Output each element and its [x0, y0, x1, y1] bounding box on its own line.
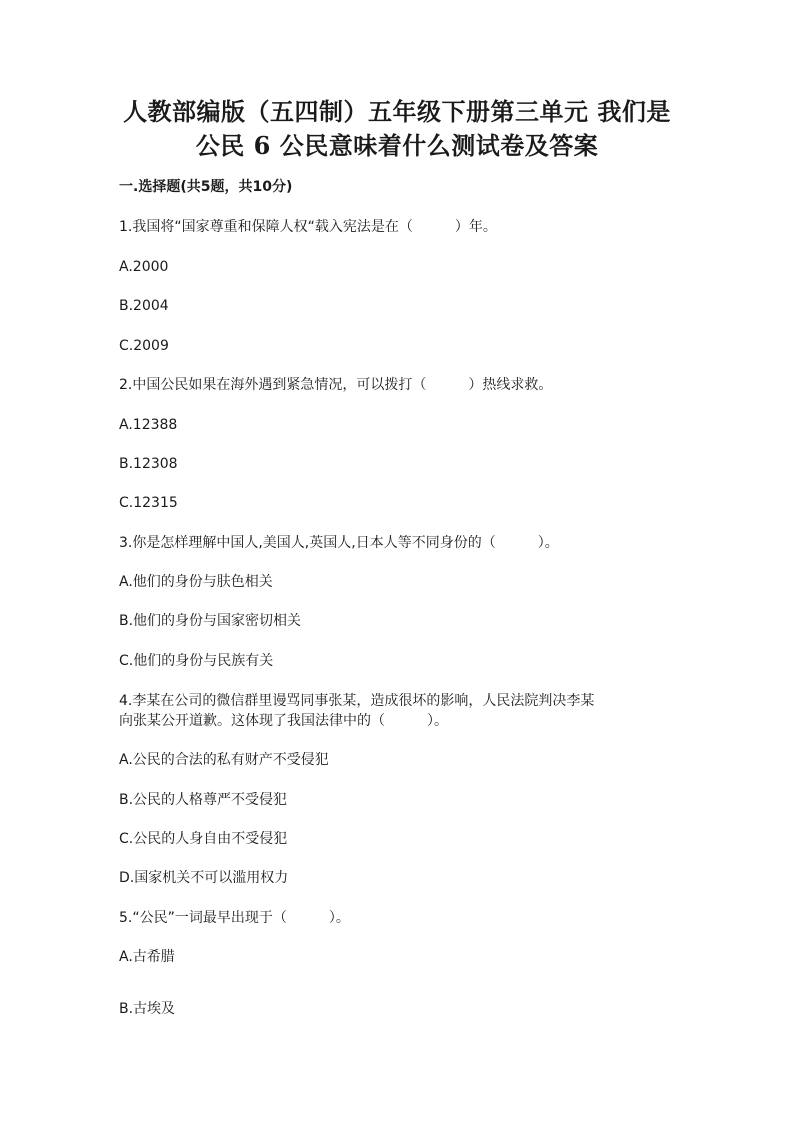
- question-2-option-a: A.12388: [119, 417, 178, 433]
- question-1-option-a: A.2000: [119, 259, 169, 275]
- question-3-option-b: B.他们的身份与国家密切相关: [119, 613, 302, 629]
- question-4-stem-line-1: 4.李某在公司的微信群里谩骂同事张某，造成很坏的影响，人民法院判决李某: [119, 693, 595, 709]
- question-5-stem: 5.“公民”一词最早出现于（ ）。: [119, 910, 350, 926]
- document-title-line-1: 人教部编版（五四制）五年级下册第三单元 我们是: [123, 97, 671, 126]
- question-5-option-b: B.古埃及: [119, 1001, 176, 1017]
- question-4-option-c: C.公民的人身自由不受侵犯: [119, 831, 288, 847]
- question-5-option-a: A.古希腊: [119, 949, 175, 965]
- document-title-line-2: 公民 6 公民意味着什么测试卷及答案: [195, 131, 599, 160]
- question-1-stem: 1.我国将“国家尊重和保障人权“载入宪法是在（ ）年。: [119, 219, 497, 235]
- question-2-option-c: C.12315: [119, 495, 178, 511]
- section-heading: 一.选择题(共5题，共10分): [119, 179, 293, 195]
- question-2-option-b: B.12308: [119, 456, 178, 472]
- question-4-stem-line-2: 向张某公开道歉。这体现了我国法律中的（ ）。: [119, 713, 448, 729]
- question-1-option-b: B.2004: [119, 298, 169, 314]
- question-3-option-a: A.他们的身份与肤色相关: [119, 574, 273, 590]
- question-3-option-c: C.他们的身份与民族有关: [119, 653, 274, 669]
- question-4-option-a: A.公民的合法的私有财产不受侵犯: [119, 752, 329, 768]
- question-1-option-c: C.2009: [119, 338, 169, 354]
- question-4-option-d: D.国家机关不可以滥用权力: [119, 870, 289, 886]
- question-2-stem: 2.中国公民如果在海外遇到紧急情况，可以拨打（ ）热线求救。: [119, 377, 553, 393]
- question-3-stem: 3.你是怎样理解中国人,美国人,英国人,日本人等不同身份的（ ）。: [119, 535, 559, 551]
- question-4-option-b: B.公民的人格尊严不受侵犯: [119, 792, 288, 808]
